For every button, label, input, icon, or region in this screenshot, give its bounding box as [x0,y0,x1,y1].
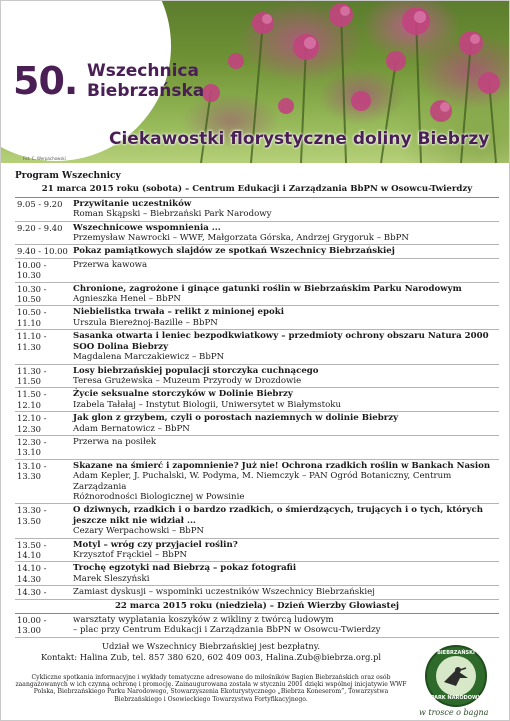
schedule-row [15,539,499,563]
schedule-time: 13.50 - 14.10 [17,539,47,560]
schedule-title: Motyl – wróg czy przyjaciel roślin? [73,539,238,550]
schedule-body [73,260,499,281]
day1-schedule [15,198,499,600]
schedule-title: O dziwnych, rzadkich i o bardzo rzadkich, o śmierdzących, trujących i o tych, których jeszcze nikt nie widział ... [73,505,484,526]
series-title [87,61,204,101]
schedule-body [73,307,499,328]
schedule-title: Przywitanie uczestników [73,198,192,209]
schedule-time: 11.50 - 12.10 [17,389,47,410]
schedule-time: 9.20 - 9.40 [17,222,63,233]
schedule-row [15,222,499,246]
schedule-row [15,614,499,638]
schedule-body [73,587,499,597]
schedule-title: Niebielistka trwała – relikt z minionej epoki [73,307,284,318]
day1-heading: 21 marca 2015 roku (sobota) – Centrum Edukacji i Zarządzania BbPN w Osowcu-Twierdzy [15,183,499,197]
schedule-time: 11.30 - 11.50 [17,365,47,386]
schedule-row [15,562,499,586]
series-title-line2: Biebrzańska [87,81,205,101]
footer-note [15,641,407,662]
schedule-body [73,199,499,220]
schedule-time: 10.00 - 10.30 [17,259,47,281]
schedule-row [15,365,499,389]
schedule-title: Wszechnicowe wspomnienia ... [73,222,221,233]
schedule-body [73,331,499,362]
schedule-time: 12.10 - 12.30 [17,413,47,434]
schedule-title: Przerwa na posiłek [73,436,157,447]
edition-number: 50. [13,59,78,103]
schedule-title: Skazane na śmierć i zapomnienie? Już nie! Ochrona rzadkich roślin w Bankach Nasion [73,460,491,471]
schedule-row [15,436,499,460]
schedule-speaker: Magdalena Marczakiewicz – BbPN [73,352,225,363]
schedule-body [73,437,499,458]
schedule-time: 10.30 - 10.50 [17,283,47,305]
schedule-body [73,389,499,410]
schedule-title: Chronione, zagrożone i ginące gatunki roślin w Biebrzańskim Parku Narodowym [73,283,462,294]
schedule-body [73,366,499,387]
park-logo [425,645,487,707]
schedule-row [15,259,499,283]
bird-icon [436,656,476,696]
schedule-body [73,540,499,561]
day2-heading: 22 marca 2015 roku (niedziela) – Dzień Wierzby Głowiastej [15,600,499,614]
logo-bottom-text: PARK NARODOWY [430,695,482,701]
series-title-line1: Wszechnica [87,61,199,81]
schedule-speaker: Adam Bernatowicz – BbPN [73,423,190,434]
schedule-time: 9.05 - 9.20 [17,198,63,209]
schedule-body [73,461,499,503]
schedule-title: Życie seksualne storczyków w Dolinie Biebrzy [73,389,293,400]
schedule-time: 10.00 - 13.00 [17,615,47,636]
schedule-time: 10.50 - 11.10 [17,307,47,328]
logo-top-text: BIEBRZAŃSKI [437,650,475,656]
schedule-time: 14.30 - [17,587,47,598]
schedule-title: Pokaz pamiątkowych slajdów ze spotkań Wszechnicy Biebrzańskiej [73,246,395,257]
schedule-body [73,223,499,244]
schedule-body [73,284,499,305]
schedule-title: Przerwa kawowa [73,259,148,270]
schedule-row [15,198,499,222]
schedule-speaker: Roman Skąpski – Biebrzański Park Narodowy [73,209,272,220]
schedule-time: 13.10 - 13.30 [17,460,47,482]
schedule-speaker: Cezary Werpachowski – BbPN [73,526,205,537]
schedule-speaker: Teresa Grużewska – Muzeum Przyrody w Drozdowie [73,375,302,386]
schedule-title: Sasanka otwarta i leniec bezpodkwiatkowy – przedmioty ochrony obszaru Natura 2000 SOO Dolina Biebrzy [73,331,489,352]
schedule-body [73,563,499,584]
schedule-body [73,615,499,636]
schedule-title: Trochę egzotyki nad Biebrzą – pokaz fotografii [73,563,297,574]
schedule-speaker: Marek Sleszyński [73,573,150,584]
schedule-time: 13.30 - 13.50 [17,505,47,526]
schedule-speaker: Różnorodności Biologicznej w Powsinie [73,491,245,502]
schedule-speaker: Adam Kepler, J. Puchalski, W. Podyma, M. Niemczyk – PAN Ogród Botaniczny, Centrum Zarządzania [73,471,452,492]
schedule-speaker: – plac przy Centrum Edukacji i Zarządzania BbPN w Osowcu-Twierdzy [73,625,381,636]
schedule-row [15,330,499,364]
schedule-row [15,504,499,538]
schedule-row [15,245,499,258]
schedule-time: 14.10 - 14.30 [17,563,47,584]
schedule-speaker: Krzysztof Frąckiel – BbPN [73,550,188,560]
schedule-body [73,413,499,434]
header-banner [1,1,509,163]
schedule-time: 9.40 - 10.00 [17,246,68,257]
schedule-row [15,388,499,412]
schedule-speaker: Izabela Tałałaj – Instytut Biologii, Uniwersytet w Białymstoku [73,399,342,410]
tagline: w trosce o bagna [419,708,489,717]
schedule-speaker: Przemysław Nawrocki – WWF, Małgorzata Górska, Andrzej Grygoruk – BbPN [73,233,409,244]
schedule-row [15,283,499,307]
schedule-time: 11.10 - 11.30 [17,331,47,352]
schedule-title: Jak glon z grzybem, czyli o porostach naziemnych w dolinie Biebrzy [73,413,399,424]
schedule-time: 12.30 - 13.10 [17,436,47,458]
free-entry-note: Udział we Wszechnicy Biebrzańskiej jest bezpłatny. [101,641,321,651]
photo-credit: Fot. C. Werpachowski [23,156,66,161]
day2-schedule [15,614,499,638]
contact-line: Kontakt: Halina Zub, tel. 857 380 620, 602 409 003, Halina.Zub@biebrza.org.pl [40,651,382,662]
schedule-row [15,586,499,599]
schedule-body [73,246,499,256]
program-section [15,171,499,638]
fine-print: Cykliczne spotkania informacyjne i wykłady tematyczne adresowane do miłośników Bagien Biebrzańskich oraz osób zaangażowanych w ich czynną ochronę i promocję. Zainaugurowana została w styczniu 2001 dzięki wspólnej inicjatywie WWF Polska, Biebrzańskiego Parku Narodowego, Stowarzyszenia Ekoturystycznego „Biebrza Koneserom”, Towarzystwa Biebrzańskiego i Osowieckiego Towarzystwa Fortyfikacyjnego. [15,674,407,703]
schedule-title: Zamiast dyskusji – wspominki uczestników Wszechnicy Biebrzańskiej [73,587,375,598]
event-subtitle: Ciekawostki florystyczne doliny Biebrzy [109,129,490,149]
schedule-body [73,505,499,536]
program-label: Program Wszechnicy [15,171,121,181]
schedule-row [15,460,499,505]
schedule-row [15,306,499,330]
schedule-title: Losy biebrzańskiej populacji storczyka cuchnącego [73,365,319,376]
schedule-row [15,412,499,436]
schedule-title: warsztaty wyplatania koszyków z wikliny z twórcą ludowym [73,615,334,626]
schedule-speaker: Urszula Biereżnoj-Bazille – BbPN [73,317,218,328]
schedule-speaker: Agnieszka Henel – BbPN [73,294,181,305]
